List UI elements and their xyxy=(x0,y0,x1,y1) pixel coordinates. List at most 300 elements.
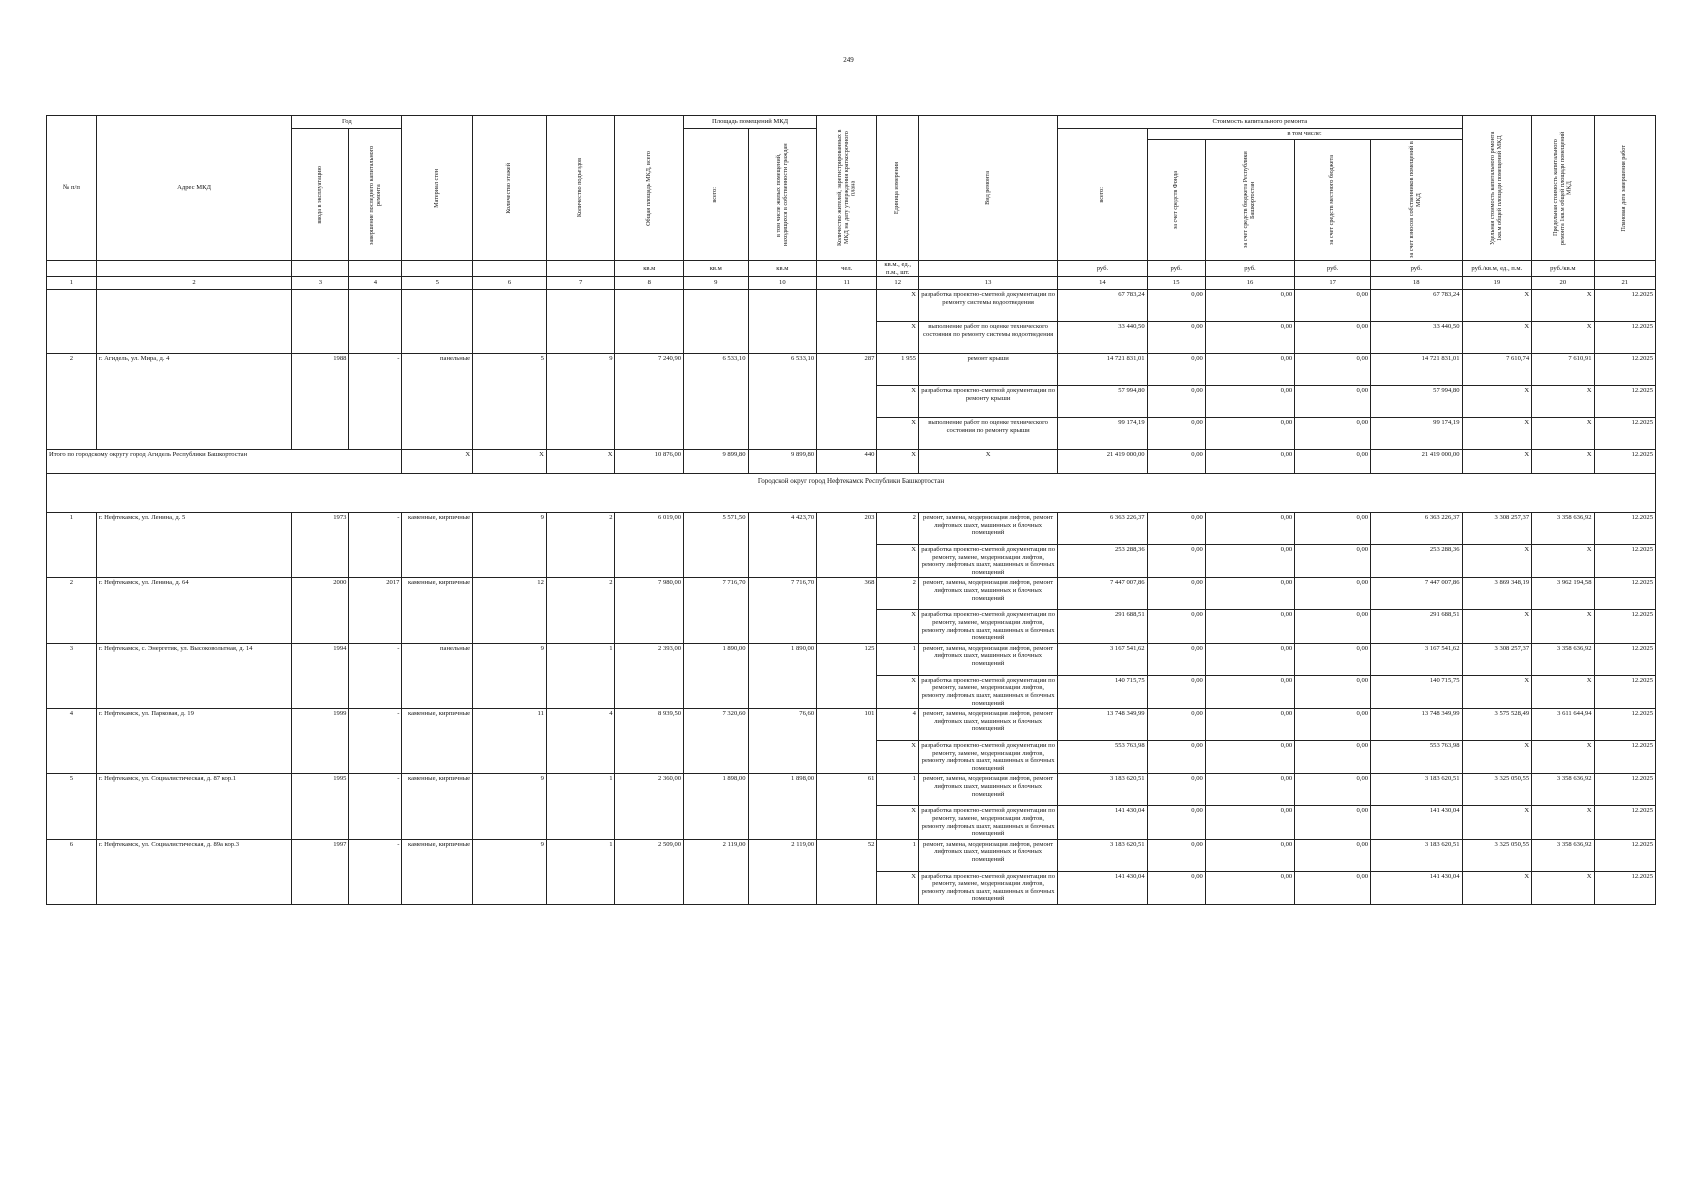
column-number-cell: 9 xyxy=(684,277,748,290)
cost-fund-cell: 0,00 xyxy=(1147,290,1205,322)
empty-cell xyxy=(817,290,877,354)
work-type-cell: выполнение работ по оценке технического состояния по ремонту системы водоотведения xyxy=(918,322,1057,354)
work-type-cell: разработка проектно-сметной документации по ремонту системы водоотведения xyxy=(918,290,1057,322)
premises-fund-cell: 4 423,70 xyxy=(748,513,817,578)
residents-cell: 61 xyxy=(817,774,877,839)
planned-date-cell: 12.2025 xyxy=(1594,610,1656,643)
unit-cell: руб./кв.м, ед., п.м. xyxy=(1462,261,1532,277)
cost-owners-cell: 67 783,24 xyxy=(1371,290,1462,322)
work-type-cell: разработка проектно-сметной документации по ремонту, замене, модернизации лифтов, ремонту лифтовых шахт, машинных и блочных помещений xyxy=(918,871,1057,904)
column-number-cell: 8 xyxy=(615,277,684,290)
total-premises-fund-cell: 9 899,80 xyxy=(748,450,817,474)
unit-cost-cell: X xyxy=(1462,450,1532,474)
address-cell: г. Нефтекамск, ул. Парковая, д. 19 xyxy=(96,709,291,774)
total-entrances-cell: X xyxy=(546,450,615,474)
year-last-repair-cell: 2017 xyxy=(349,578,402,643)
work-type-cell: разработка проектно-сметной документации по ремонту, замене, модернизации лифтов, ремонту лифтовых шахт, машинных и блочных помещений xyxy=(918,675,1057,708)
unit-cost-cell: X xyxy=(1462,290,1532,322)
cost-local-cell: 0,00 xyxy=(1295,675,1371,708)
entrances-cell: 2 xyxy=(546,578,615,643)
max-cost-cell: X xyxy=(1532,741,1594,774)
cost-local-cell: 0,00 xyxy=(1295,322,1371,354)
cost-owners-cell: 14 721 831,01 xyxy=(1371,354,1462,386)
empty-cell xyxy=(349,290,402,354)
column-number-cell: 7 xyxy=(546,277,615,290)
cost-fund-cell: 0,00 xyxy=(1147,610,1205,643)
floors-cell: 12 xyxy=(473,578,547,643)
premises-fund-cell: 2 119,00 xyxy=(748,839,817,904)
entrances-cell: 9 xyxy=(546,354,615,450)
work-type-cell: разработка проектно-сметной документации по ремонту, замене, модернизации лифтов, ремонту лифтовых шахт, машинных и блочных помещений xyxy=(918,806,1057,839)
unit-cell: кв.м xyxy=(615,261,684,277)
cost-owners-cell: 33 440,50 xyxy=(1371,322,1462,354)
cost-local-cell: 0,00 xyxy=(1295,871,1371,904)
max-cost-cell: X xyxy=(1532,418,1594,450)
column-number-cell: 1 xyxy=(47,277,97,290)
premises-fund-cell: 6 533,10 xyxy=(748,354,817,450)
cost-total-cell: 3 183 620,51 xyxy=(1058,774,1147,806)
premises-fund-cell: 7 716,70 xyxy=(748,578,817,643)
year-commissioning-cell: 1973 xyxy=(292,513,349,578)
cost-republic-cell: 0,00 xyxy=(1205,578,1294,610)
column-number-cell: 17 xyxy=(1295,277,1371,290)
premises-fund-cell: 76,60 xyxy=(748,709,817,774)
residents-cell: 101 xyxy=(817,709,877,774)
cost-republic-cell: 0,00 xyxy=(1205,741,1294,774)
empty-cell xyxy=(473,290,547,354)
cost-total-cell: 3 183 620,51 xyxy=(1058,839,1147,871)
column-number-cell: 18 xyxy=(1371,277,1462,290)
unit-cost-cell: 3 308 257,37 xyxy=(1462,643,1532,675)
cost-total-cell: 141 430,04 xyxy=(1058,806,1147,839)
cost-local-cell: 0,00 xyxy=(1295,513,1371,545)
cost-owners-cell: 3 183 620,51 xyxy=(1371,774,1462,806)
cost-total-cell: 14 721 831,01 xyxy=(1058,354,1147,386)
unit-cell xyxy=(1594,261,1656,277)
header-total-area: Общая площадь МКД, всего xyxy=(644,150,652,226)
year-last-repair-cell: - xyxy=(349,839,402,904)
wall-material-cell: панельные xyxy=(402,354,473,450)
cost-fund-cell: 0,00 xyxy=(1147,806,1205,839)
cost-local-cell: 0,00 xyxy=(1295,354,1371,386)
unit-cell xyxy=(546,261,615,277)
cost-total-cell: 553 763,98 xyxy=(1058,741,1147,774)
cost-fund-cell: 0,00 xyxy=(1147,839,1205,871)
address-cell: г. Нефтекамск, ул. Ленина, д. 5 xyxy=(96,513,291,578)
planned-date-cell: 12.2025 xyxy=(1594,513,1656,545)
column-number-cell: 15 xyxy=(1147,277,1205,290)
floors-cell: 11 xyxy=(473,709,547,774)
cost-total-cell: 291 688,51 xyxy=(1058,610,1147,643)
cost-total-cell: 57 994,80 xyxy=(1058,386,1147,418)
planned-date-cell: 12.2025 xyxy=(1594,418,1656,450)
unit-cost-cell: X xyxy=(1462,741,1532,774)
unit-cell xyxy=(47,261,97,277)
year-last-repair-cell: - xyxy=(349,354,402,450)
cost-total-cell: 13 748 349,99 xyxy=(1058,709,1147,741)
max-cost-cell: X xyxy=(1532,450,1594,474)
header-cost: Стоимость капитального ремонта xyxy=(1058,116,1462,129)
header-premises-fund: в том числе жилых помещений, находящихся в собственности граждан xyxy=(774,143,789,246)
wall-material-cell: каменные, кирпичные xyxy=(402,578,473,643)
repair-plan-table xyxy=(46,115,1656,905)
cost-republic-cell: 0,00 xyxy=(1205,675,1294,708)
unit-cost-cell: 3 869 348,19 xyxy=(1462,578,1532,610)
work-type-cell: ремонт, замена, модернизация лифтов, ремонт лифтовых шахт, машинных и блочных помещений xyxy=(918,774,1057,806)
residents-cell: 125 xyxy=(817,643,877,708)
header-residents: Количество жителей, зарегистрированных в МКД на дату утверждения краткосрочного плана xyxy=(835,129,857,247)
unit-cell: кв.м xyxy=(684,261,748,277)
column-number-cell: 12 xyxy=(877,277,919,290)
unit-cell xyxy=(473,261,547,277)
cost-local-cell: 0,00 xyxy=(1295,610,1371,643)
unit-cell: руб. xyxy=(1205,261,1294,277)
planned-date-cell: 12.2025 xyxy=(1594,871,1656,904)
max-cost-cell: 3 611 644,94 xyxy=(1532,709,1594,741)
year-commissioning-cell: 2000 xyxy=(292,578,349,643)
header-address: Адрес МКД xyxy=(96,116,291,261)
unit-value-cell: 2 xyxy=(877,513,919,545)
header-unit-cost: Удельная стоимость капитального ремонта 1кв.м общей площади помещений МКД xyxy=(1489,131,1503,245)
cost-local-cell: 0,00 xyxy=(1295,774,1371,806)
unit-value-cell: X xyxy=(877,610,919,643)
cost-local-cell: 0,00 xyxy=(1295,418,1371,450)
cost-total-cell: 253 288,36 xyxy=(1058,545,1147,578)
entrances-cell: 1 xyxy=(546,839,615,904)
total-floors-cell: X xyxy=(473,450,547,474)
header-cost-fund: за счет средств Фонда xyxy=(1171,170,1179,230)
house-number-cell: 1 xyxy=(47,513,97,578)
cost-republic-cell: 0,00 xyxy=(1205,290,1294,322)
cost-republic-cell: 0,00 xyxy=(1205,643,1294,675)
header-entrances: Количество подъездов xyxy=(576,158,584,218)
planned-date-cell: 12.2025 xyxy=(1594,578,1656,610)
total-area-cell: 7 980,00 xyxy=(615,578,684,643)
column-number-cell: 13 xyxy=(918,277,1057,290)
cost-owners-cell: 6 363 226,37 xyxy=(1371,513,1462,545)
cost-local-cell: 0,00 xyxy=(1295,643,1371,675)
header-cost-local: за счет средств местного бюджета xyxy=(1328,155,1336,245)
total-area-cell: 2 509,00 xyxy=(615,839,684,904)
cost-fund-cell: 0,00 xyxy=(1147,354,1205,386)
max-cost-cell: X xyxy=(1532,675,1594,708)
cost-fund-cell: 0,00 xyxy=(1147,643,1205,675)
column-number-cell: 6 xyxy=(473,277,547,290)
cost-owners-cell: 3 167 541,62 xyxy=(1371,643,1462,675)
address-cell: г. Нефтекамск, ул. Ленина, д. 64 xyxy=(96,578,291,643)
empty-cell xyxy=(96,290,291,354)
cost-fund-cell: 0,00 xyxy=(1147,675,1205,708)
column-number-cell: 21 xyxy=(1594,277,1656,290)
table-row xyxy=(47,354,1656,386)
house-number-cell: 6 xyxy=(47,839,97,904)
cost-total-cell: 7 447 007,86 xyxy=(1058,578,1147,610)
header-cost-owners: за счет взносов собственников помещений в МКД xyxy=(1408,141,1423,259)
planned-date-cell: 12.2025 xyxy=(1594,675,1656,708)
cost-local-cell: 0,00 xyxy=(1295,545,1371,578)
unit-cost-cell: 3 325 050,55 xyxy=(1462,774,1532,806)
premises-area-cell: 5 571,50 xyxy=(684,513,748,578)
total-area-cell: 8 939,50 xyxy=(615,709,684,774)
unit-value-cell: X xyxy=(877,545,919,578)
planned-date-cell: 12.2025 xyxy=(1594,290,1656,322)
cost-local-cell: 0,00 xyxy=(1295,741,1371,774)
planned-date-cell: 12.2025 xyxy=(1594,839,1656,871)
residents-cell: 203 xyxy=(817,513,877,578)
header-year-commissioning: ввода в эксплуатацию xyxy=(315,165,323,224)
cost-local-cell: 0,00 xyxy=(1295,578,1371,610)
empty-cell xyxy=(292,290,349,354)
cost-local-cell: 0,00 xyxy=(1295,709,1371,741)
residents-cell: 287 xyxy=(817,354,877,450)
wall-material-cell: панельные xyxy=(402,643,473,708)
entrances-cell: 1 xyxy=(546,774,615,839)
max-cost-cell: 3 358 636,92 xyxy=(1532,839,1594,871)
planned-date-cell: 12.2025 xyxy=(1594,741,1656,774)
house-number-cell: 3 xyxy=(47,643,97,708)
max-cost-cell: X xyxy=(1532,322,1594,354)
total-premises-area-cell: 9 899,80 xyxy=(684,450,748,474)
unit-cell: руб. xyxy=(1371,261,1462,277)
cost-local-cell: 0,00 xyxy=(1295,386,1371,418)
unit-cell: руб. xyxy=(1295,261,1371,277)
unit-cost-cell: X xyxy=(1462,386,1532,418)
unit-cost-cell: X xyxy=(1462,418,1532,450)
unit-cell: руб. xyxy=(1147,261,1205,277)
max-cost-cell: X xyxy=(1532,290,1594,322)
year-commissioning-cell: 1999 xyxy=(292,709,349,774)
max-cost-cell: X xyxy=(1532,806,1594,839)
address-cell: г. Нефтекамск, ул. Социалистическая, д. 89а кор.3 xyxy=(96,839,291,904)
column-number-cell: 14 xyxy=(1058,277,1147,290)
cost-owners-cell: 13 748 349,99 xyxy=(1371,709,1462,741)
header-work-type: Вид ремонта xyxy=(918,116,1057,261)
unit-value-cell: X xyxy=(877,386,919,418)
header-year-last-repair: завершение последнего капитального ремонта xyxy=(367,144,382,245)
work-type-cell: ремонт, замена, модернизация лифтов, ремонт лифтовых шахт, машинных и блочных помещений xyxy=(918,513,1057,545)
header-cost-republic: за счет средств бюджета Республики Башкортостан xyxy=(1242,151,1256,249)
floors-cell: 9 xyxy=(473,839,547,904)
cost-republic-cell: 0,00 xyxy=(1205,545,1294,578)
house-number-cell: 2 xyxy=(47,578,97,643)
cost-owners-cell: 141 430,04 xyxy=(1371,806,1462,839)
cost-republic-cell: 0,00 xyxy=(1205,418,1294,450)
cost-owners-cell: 21 419 000,00 xyxy=(1371,450,1462,474)
unit-cost-cell: 3 308 257,37 xyxy=(1462,513,1532,545)
table-row xyxy=(47,709,1656,741)
max-cost-cell: X xyxy=(1532,610,1594,643)
premises-area-cell: 1 898,00 xyxy=(684,774,748,839)
cost-fund-cell: 0,00 xyxy=(1147,741,1205,774)
cost-republic-cell: 0,00 xyxy=(1205,871,1294,904)
floors-cell: 9 xyxy=(473,774,547,839)
wall-material-cell: каменные, кирпичные xyxy=(402,839,473,904)
cost-republic-cell: 0,00 xyxy=(1205,709,1294,741)
max-cost-cell: 3 358 636,92 xyxy=(1532,774,1594,806)
year-last-repair-cell: - xyxy=(349,709,402,774)
table-row xyxy=(47,578,1656,610)
unit-cost-cell: 3 325 050,55 xyxy=(1462,839,1532,871)
year-last-repair-cell: - xyxy=(349,513,402,578)
empty-cell xyxy=(748,290,817,354)
planned-date-cell: 12.2025 xyxy=(1594,709,1656,741)
total-wall-cell: X xyxy=(402,450,473,474)
max-cost-cell: X xyxy=(1532,386,1594,418)
work-type-cell: ремонт, замена, модернизация лифтов, ремонт лифтовых шахт, машинных и блочных помещений xyxy=(918,839,1057,871)
unit-cell xyxy=(292,261,349,277)
column-number-cell: 11 xyxy=(817,277,877,290)
planned-date-cell: 12.2025 xyxy=(1594,450,1656,474)
year-last-repair-cell: - xyxy=(349,774,402,839)
agidel-total-row xyxy=(47,450,1656,474)
column-number-cell: 19 xyxy=(1462,277,1532,290)
max-cost-cell: 3 358 636,92 xyxy=(1532,643,1594,675)
unit-value-cell: X xyxy=(877,675,919,708)
address-cell: г. Нефтекамск, ул. Социалистическая, д. 87 кор.1 xyxy=(96,774,291,839)
planned-date-cell: 12.2025 xyxy=(1594,322,1656,354)
year-last-repair-cell: - xyxy=(349,643,402,708)
unit-value-cell: 1 955 xyxy=(877,354,919,386)
house-number-cell: 5 xyxy=(47,774,97,839)
header-max-cost: Предельная стоимость капитального ремонта 1кв.м общей площади помещений МКД xyxy=(1551,131,1573,245)
house-number-cell: 2 xyxy=(47,354,97,450)
cost-republic-cell: 0,00 xyxy=(1205,322,1294,354)
work-type-cell: разработка проектно-сметной документации по ремонту, замене, модернизации лифтов, ремонту лифтовых шахт, машинных и блочных помещений xyxy=(918,741,1057,774)
cost-owners-cell: 291 688,51 xyxy=(1371,610,1462,643)
unit-cell xyxy=(349,261,402,277)
max-cost-cell: X xyxy=(1532,545,1594,578)
unit-cell: чел. xyxy=(817,261,877,277)
cost-republic-cell: 0,00 xyxy=(1205,354,1294,386)
cost-fund-cell: 0,00 xyxy=(1147,774,1205,806)
planned-date-cell: 12.2025 xyxy=(1594,806,1656,839)
column-numbers-row xyxy=(47,277,1656,290)
total-area-cell: 7 240,90 xyxy=(615,354,684,450)
house-number-cell: 4 xyxy=(47,709,97,774)
unit-cell: руб. xyxy=(1058,261,1147,277)
work-type-cell: разработка проектно-сметной документации по ремонту, замене, модернизации лифтов, ремонту лифтовых шахт, машинных и блочных помещений xyxy=(918,545,1057,578)
unit-value-cell: 2 xyxy=(877,578,919,610)
premises-area-cell: 7 320,60 xyxy=(684,709,748,774)
cost-republic-cell: 0,00 xyxy=(1205,386,1294,418)
empty-cell xyxy=(47,290,97,354)
cost-local-cell: 0,00 xyxy=(1295,290,1371,322)
unit-cost-cell: 3 575 528,49 xyxy=(1462,709,1532,741)
premises-area-cell: 6 533,10 xyxy=(684,354,748,450)
planned-date-cell: 12.2025 xyxy=(1594,545,1656,578)
unit-value-cell: 1 xyxy=(877,774,919,806)
repair-plan-table-wrapper xyxy=(46,115,1656,905)
header-wall-material: Материал стен xyxy=(432,168,440,208)
column-number-cell: 5 xyxy=(402,277,473,290)
cost-owners-cell: 553 763,98 xyxy=(1371,741,1462,774)
cost-republic-cell: 0,00 xyxy=(1205,839,1294,871)
column-number-cell: 2 xyxy=(96,277,291,290)
empty-cell xyxy=(402,290,473,354)
work-type-cell: ремонт, замена, модернизация лифтов, ремонт лифтовых шахт, машинных и блочных помещений xyxy=(918,709,1057,741)
total-area-cell: 10 876,00 xyxy=(615,450,684,474)
table-body xyxy=(47,290,1656,905)
cost-total-cell: 3 167 541,62 xyxy=(1058,643,1147,675)
cost-total-cell: 21 419 000,00 xyxy=(1058,450,1147,474)
unit-value-cell: X xyxy=(877,322,919,354)
cost-total-cell: 140 715,75 xyxy=(1058,675,1147,708)
cost-owners-cell: 253 288,36 xyxy=(1371,545,1462,578)
work-type-cell: выполнение работ по оценке технического состояния по ремонту крыши xyxy=(918,418,1057,450)
floors-cell: 5 xyxy=(473,354,547,450)
planned-date-cell: 12.2025 xyxy=(1594,386,1656,418)
total-area-cell: 2 393,00 xyxy=(615,643,684,708)
column-number-cell: 4 xyxy=(349,277,402,290)
cost-fund-cell: 0,00 xyxy=(1147,545,1205,578)
floors-cell: 9 xyxy=(473,643,547,708)
unit-cell: руб./кв.м xyxy=(1532,261,1594,277)
unit-value-cell: X xyxy=(877,871,919,904)
header-n: № п/п xyxy=(47,116,97,261)
year-commissioning-cell: 1997 xyxy=(292,839,349,904)
header-unit: Единица измерения xyxy=(893,161,901,215)
header-cost-incl: в том числе: xyxy=(1147,129,1462,140)
column-number-cell: 16 xyxy=(1205,277,1294,290)
cost-fund-cell: 0,00 xyxy=(1147,513,1205,545)
cost-fund-cell: 0,00 xyxy=(1147,578,1205,610)
work-type-cell: ремонт, замена, модернизация лифтов, ремонт лифтовых шахт, машинных и блочных помещений xyxy=(918,643,1057,675)
header-premises-area: Площадь помещений МКД xyxy=(684,116,817,129)
address-cell: г. Нефтекамск, с. Энергетик, ул. Высоковольтная, д. 14 xyxy=(96,643,291,708)
cost-owners-cell: 141 430,04 xyxy=(1371,871,1462,904)
wall-material-cell: каменные, кирпичные xyxy=(402,709,473,774)
work-type-cell: разработка проектно-сметной документации по ремонту, замене, модернизации лифтов, ремонту лифтовых шахт, машинных и блочных помещений xyxy=(918,610,1057,643)
max-cost-cell: 3 358 636,92 xyxy=(1532,513,1594,545)
max-cost-cell: 3 962 194,58 xyxy=(1532,578,1594,610)
table-row xyxy=(47,513,1656,545)
table-row xyxy=(47,290,1656,322)
residents-cell: 368 xyxy=(817,578,877,643)
table-header xyxy=(47,116,1656,290)
unit-value-cell: X xyxy=(877,450,919,474)
empty-cell xyxy=(684,290,748,354)
cost-republic-cell: 0,00 xyxy=(1205,774,1294,806)
cost-republic-cell: 0,00 xyxy=(1205,450,1294,474)
cost-total-cell: 141 430,04 xyxy=(1058,871,1147,904)
planned-date-cell: 12.2025 xyxy=(1594,354,1656,386)
premises-area-cell: 1 890,00 xyxy=(684,643,748,708)
unit-cost-cell: X xyxy=(1462,545,1532,578)
cost-fund-cell: 0,00 xyxy=(1147,418,1205,450)
header-planned-date: Плановая дата завершения работ xyxy=(1620,144,1628,232)
unit-cost-cell: X xyxy=(1462,610,1532,643)
premises-area-cell: 2 119,00 xyxy=(684,839,748,904)
header-premises-total: всего: xyxy=(711,186,719,203)
cost-local-cell: 0,00 xyxy=(1295,806,1371,839)
cost-local-cell: 0,00 xyxy=(1295,839,1371,871)
wall-material-cell: каменные, кирпичные xyxy=(402,774,473,839)
cost-republic-cell: 0,00 xyxy=(1205,806,1294,839)
cost-owners-cell: 3 183 620,51 xyxy=(1371,839,1462,871)
unit-value-cell: X xyxy=(877,290,919,322)
total-area-cell: 6 019,00 xyxy=(615,513,684,578)
table-row xyxy=(47,839,1656,871)
cost-owners-cell: 140 715,75 xyxy=(1371,675,1462,708)
unit-cost-cell: 7 610,74 xyxy=(1462,354,1532,386)
agidel-total-label: Итого по городскому округу город Агидель Республики Башкортостан xyxy=(47,450,402,474)
cost-republic-cell: 0,00 xyxy=(1205,513,1294,545)
unit-cost-cell: X xyxy=(1462,806,1532,839)
cost-owners-cell: 99 174,19 xyxy=(1371,418,1462,450)
work-type-cell: разработка проектно-сметной документации по ремонту крыши xyxy=(918,386,1057,418)
unit-cell xyxy=(96,261,291,277)
total-residents-cell: 440 xyxy=(817,450,877,474)
